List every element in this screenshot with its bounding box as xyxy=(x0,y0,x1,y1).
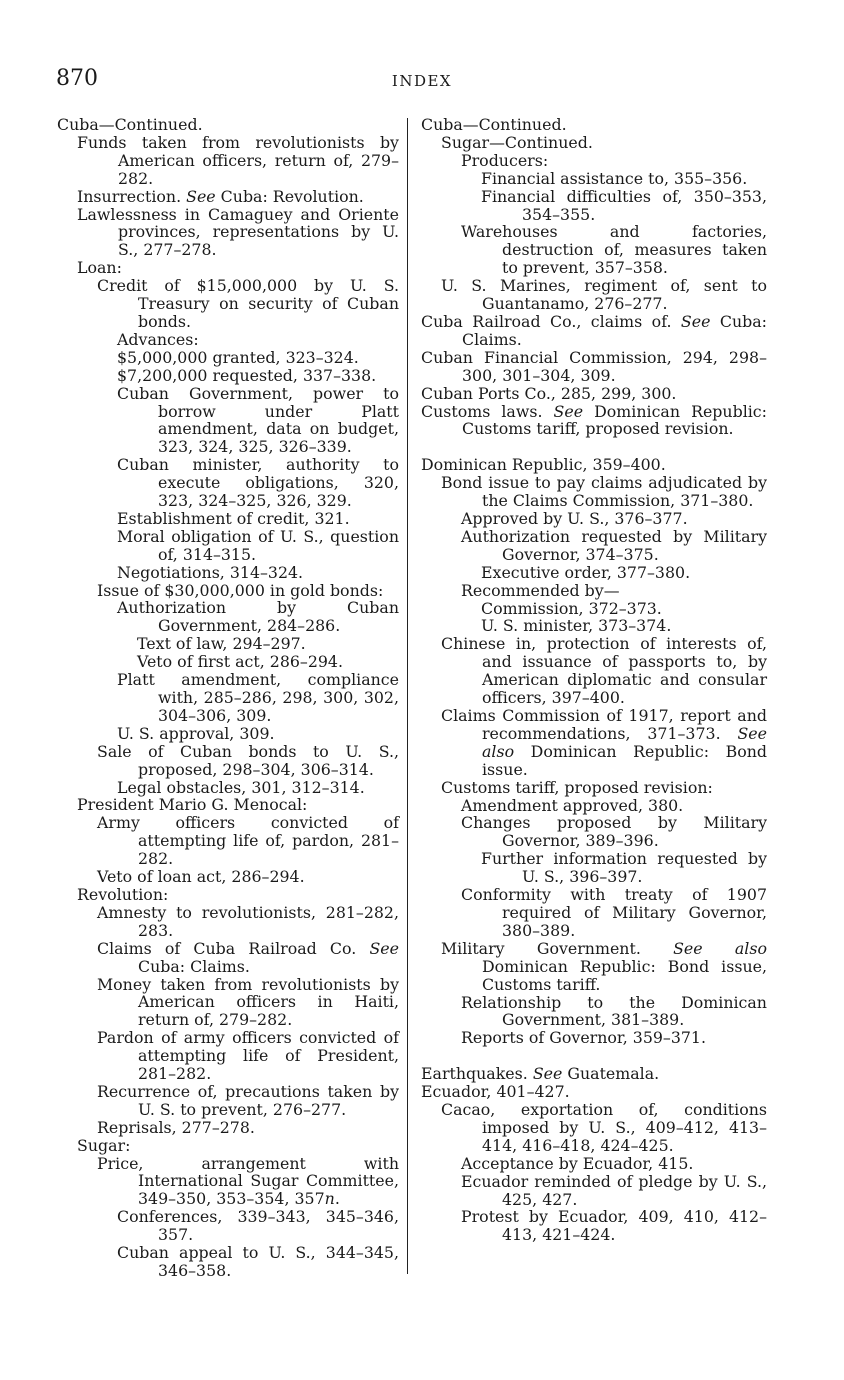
index-entry: Executive order, 377–380. xyxy=(481,562,691,582)
index-entry: Customs laws. See Dominican Republic: Customs tariff, proposed revision. xyxy=(421,401,767,439)
index-entry: Cacao, exportation of, conditions imposed by U. S., 409–412, 413–414, 416–418, 424–425. xyxy=(441,1100,767,1155)
index-entry: Revolution: xyxy=(77,884,169,904)
index-entry: Authorization by Cuban Government, 284–286. xyxy=(117,598,399,636)
index-entry: Cuba—Continued. xyxy=(421,115,567,134)
page-number: 870 xyxy=(56,66,98,91)
index-entry: Veto of loan act, 286–294. xyxy=(97,867,305,887)
index-entry: Approved by U. S., 376–377. xyxy=(461,509,688,529)
index-entry: Cuban Ports Co., 285, 299, 300. xyxy=(421,383,677,403)
index-entry: Recurrence of, precautions taken by U. S. to prevent, 276–277. xyxy=(97,1081,399,1119)
index-entry: Military Government. See also Dominican Republic: Bond issue, Customs tariff. xyxy=(441,938,767,994)
index-entry: $7,200,000 requested, 337–338. xyxy=(117,365,377,385)
index-entry: Legal obstacles, 301, 312–314. xyxy=(117,777,365,797)
index-entry: Cuban Financial Commission, 294, 298–300, 301–304, 309. xyxy=(421,347,767,385)
right-column xyxy=(421,116,767,1244)
index-entry: Platt amendment, compliance with, 285–286, 298, 300, 302, 304–306, 309. xyxy=(117,670,399,725)
index-entry: Issue of $30,000,000 in gold bonds: xyxy=(97,580,384,600)
index-entry: Relationship to the Dominican Government, 381–389. xyxy=(461,992,767,1030)
index-entry: Moral obligation of U. S., question of, 314–315. xyxy=(117,526,399,564)
index-entry: Warehouses and factories, destruction of, measures taken to prevent, 357–358. xyxy=(461,222,767,278)
index-entry: President Mario G. Menocal: xyxy=(77,795,308,815)
index-entry: Cuban appeal to U. S., 344–345, 346–358. xyxy=(117,1243,399,1280)
index-entry: Financial assistance to, 355–356. xyxy=(481,168,748,188)
left-column xyxy=(57,116,399,1280)
index-entry: Cuba—Continued. xyxy=(57,115,203,134)
column-divider xyxy=(407,118,408,1274)
index-entry: Earthquakes. See Guatemala. xyxy=(421,1064,660,1084)
index-entry: Pardon of army officers convicted of attempting life of President, 281–282. xyxy=(97,1028,399,1084)
index-entry: Sale of Cuban bonds to U. S., proposed, 298–304, 306–314. xyxy=(97,741,399,779)
index-entry: U. S. minister, 373–374. xyxy=(481,616,672,636)
section-gap xyxy=(421,1047,767,1065)
index-entry: Cuba Railroad Co., claims of. See Cuba: Claims. xyxy=(421,311,767,349)
index-entry: Establishment of credit, 321. xyxy=(117,508,350,528)
index-entry: Recommended by— xyxy=(461,580,620,600)
index-entry: Text of law, 294–297. xyxy=(137,634,306,654)
index-entry: Further information requested by U. S., 396–397. xyxy=(481,849,767,887)
index-entry: Cuban Government, power to borrow under Platt amendment, data on budget, 323, 324, 325, 326–339. xyxy=(117,383,399,457)
index-entry: Sugar—Continued. xyxy=(441,132,593,152)
index-entry: Money taken from revolutionists by American officers in Haiti, return of, 279–282. xyxy=(97,974,399,1030)
index-entry: Negotiations, 314–324. xyxy=(117,562,304,582)
index-entry: Funds taken from revolutionists by American officers, return of, 279–282. xyxy=(77,132,399,188)
index-entry: Bond issue to pay claims adjudicated by the Claims Commission, 371–380. xyxy=(441,473,767,511)
index-entry: Amnesty to revolutionists, 281–282, 283. xyxy=(97,902,399,940)
index-entry: Dominican Republic, 359–400. xyxy=(421,455,666,475)
index-entry: Commission, 372–373. xyxy=(481,598,662,618)
index-entry: Ecuador, 401–427. xyxy=(421,1082,570,1102)
index-entry: Authorization requested by Military Governor, 374–375. xyxy=(461,526,767,564)
index-entry: Insurrection. See Cuba: Revolution. xyxy=(77,186,364,206)
index-entry: Claims Commission of 1917, report and recommendations, 371–373. See also Dominican Republic: Bond issue. xyxy=(441,706,767,779)
index-entry: Sugar: xyxy=(77,1135,131,1155)
index-entry: Conformity with treaty of 1907 required of Military Governor, 380–389. xyxy=(461,885,767,940)
index-entry: Claims of Cuba Railroad Co. See Cuba: Claims. xyxy=(97,938,399,976)
index-entry: Army officers convicted of attempting life of, pardon, 281–282. xyxy=(97,813,399,869)
index-entry: Customs tariff, proposed revision: xyxy=(441,777,713,797)
index-entry: Reports of Governor, 359–371. xyxy=(461,1028,706,1048)
index-entry: U. S. Marines, regiment of, sent to Guantanamo, 276–277. xyxy=(441,276,767,314)
index-entry: Producers: xyxy=(461,150,549,170)
index-entry: Ecuador reminded of pledge by U. S., 425, 427. xyxy=(461,1171,767,1209)
index-entry: Veto of first act, 286–294. xyxy=(137,652,344,672)
index-entry: Price, arrangement with International Sugar Committee, 349–350, 353–354, 357n. xyxy=(97,1153,399,1209)
index-entry: $5,000,000 granted, 323–324. xyxy=(117,347,359,367)
index-entry: Lawlessness in Camaguey and Oriente provinces, representations by U. S., 277–278. xyxy=(77,204,399,260)
index-entry: Reprisals, 277–278. xyxy=(97,1117,255,1137)
index-entry: Cuban minister, authority to execute obligations, 320, 323, 324–325, 326, 329. xyxy=(117,455,399,511)
index-entry: Financial difficulties of, 350–353, 354–355. xyxy=(481,186,767,224)
index-entry: Credit of $15,000,000 by U. S. Treasury on security of Cuban bonds. xyxy=(97,276,399,331)
index-entry: U. S. approval, 309. xyxy=(117,723,275,743)
index-entry: Loan: xyxy=(77,258,122,278)
index-entry: Chinese in, protection of interests of, and issuance of passports to, by American diplomatic and consular officers, 397–400. xyxy=(441,634,767,708)
index-entry: Protest by Ecuador, 409, 410, 412–413, 421–424. xyxy=(461,1207,767,1245)
index-entry: Acceptance by Ecuador, 415. xyxy=(461,1153,694,1173)
running-head: INDEX xyxy=(391,72,453,90)
index-entry: Conferences, 339–343, 345–346, 357. xyxy=(117,1207,399,1245)
section-gap xyxy=(421,438,767,456)
index-entry: Changes proposed by Military Governor, 389–396. xyxy=(461,813,767,851)
index-entry: Advances: xyxy=(117,329,199,349)
index-entry: Amendment approved, 380. xyxy=(461,795,684,815)
